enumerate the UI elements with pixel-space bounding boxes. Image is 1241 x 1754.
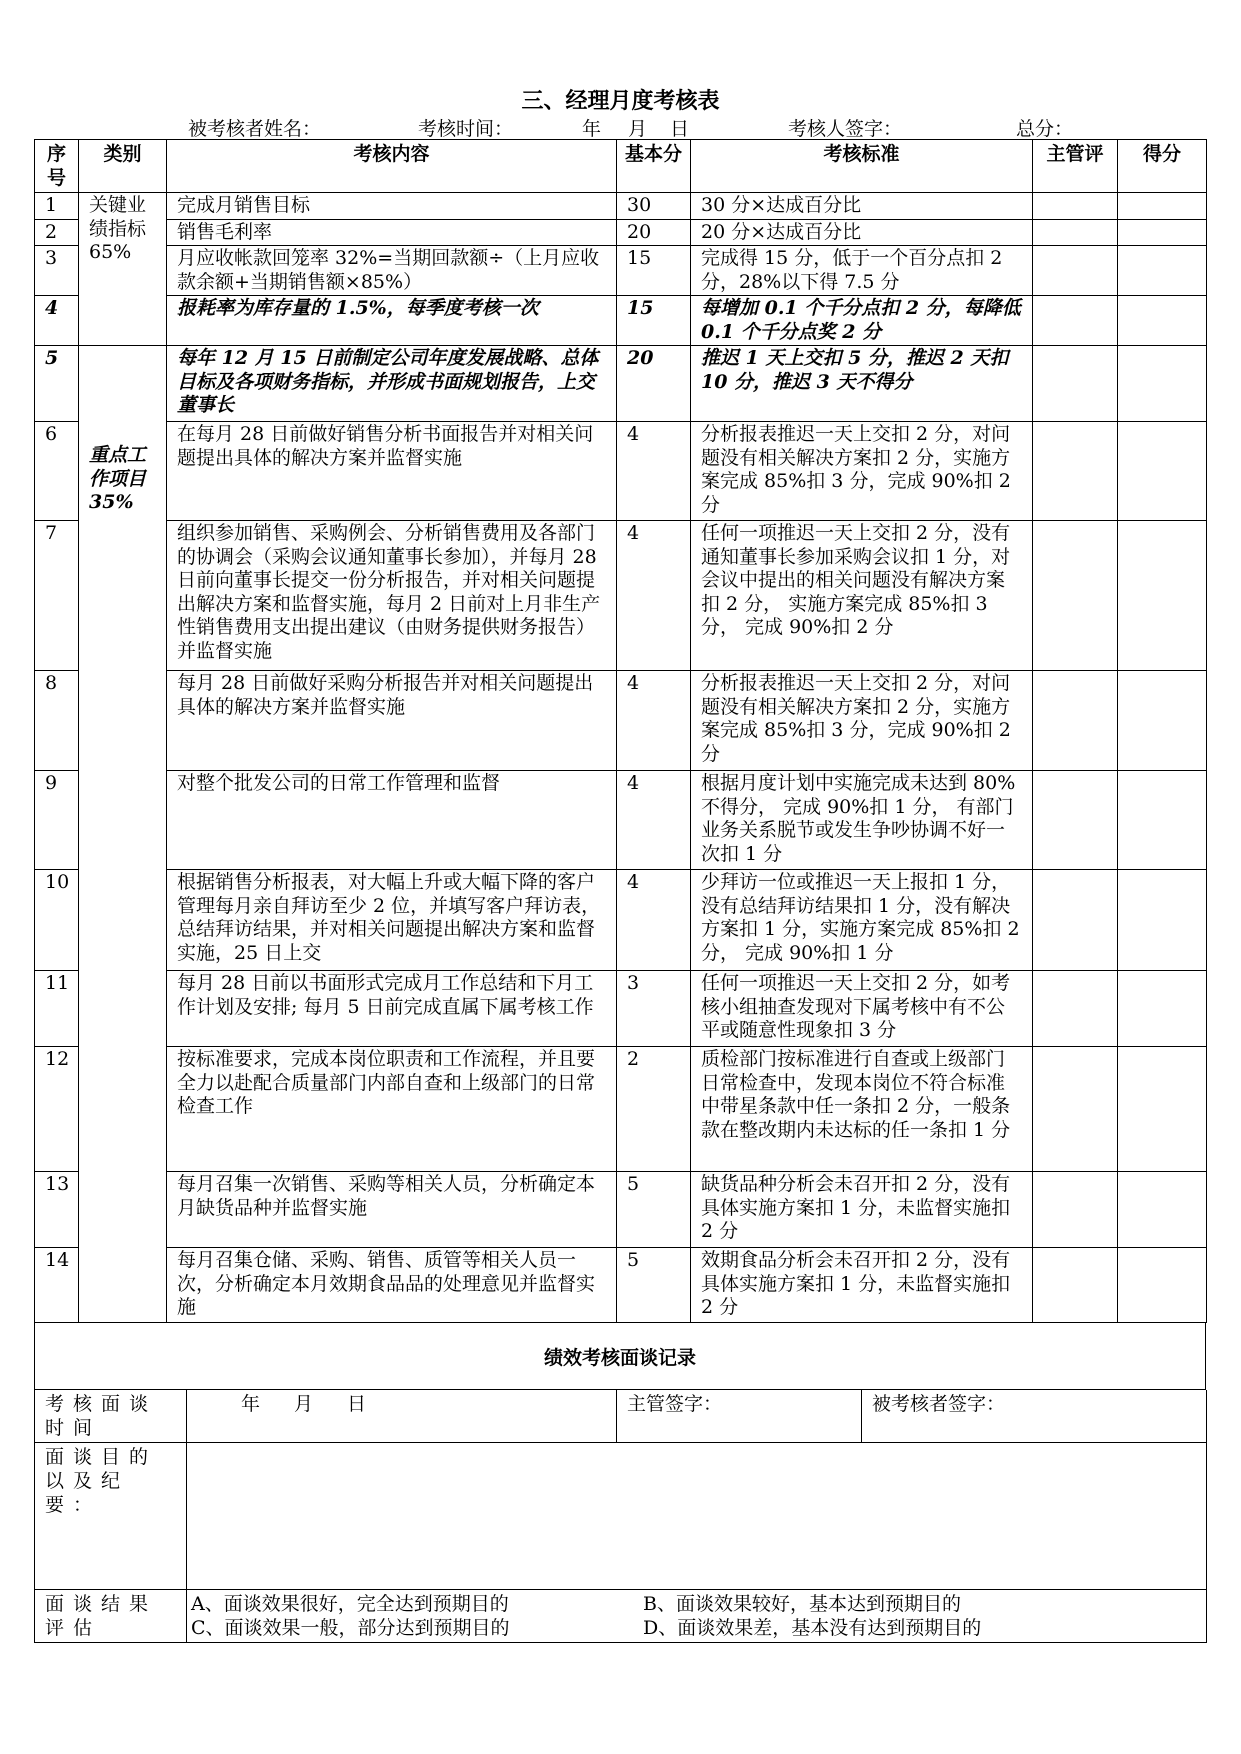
header-content: 考核内容: [167, 140, 617, 193]
row-base-score: 5: [617, 1248, 691, 1323]
row-content: 按标准要求，完成本岗位职责和工作流程，并且要全力以赴配合质量部门内部自查和上级部门的日常检查工作: [167, 1047, 617, 1172]
row-base-score: 15: [617, 296, 691, 346]
category-focus-projects: 重点工作项目35%: [79, 346, 167, 1323]
manager-eval-cell[interactable]: [1033, 1172, 1118, 1248]
manager-eval-cell[interactable]: [1033, 521, 1118, 671]
manager-eval-cell[interactable]: [1033, 296, 1118, 346]
interview-result-options: [187, 1590, 1207, 1643]
interview-purpose-label: 面谈目的以及纪要：: [35, 1443, 187, 1590]
assessment-table: [34, 139, 1207, 1323]
table-row: [35, 219, 1207, 246]
score-cell[interactable]: [1118, 1047, 1207, 1172]
score-cell[interactable]: [1118, 771, 1207, 870]
row-number: 6: [35, 422, 79, 521]
table-row: [35, 422, 1207, 521]
row-base-score: 4: [617, 870, 691, 971]
manager-eval-cell[interactable]: [1033, 219, 1118, 246]
row-content: 根据销售分析报表，对大幅上升或大幅下降的客户管理每月亲自拜访至少 2 位，并填写客户拜访表，总结拜访结果，并对相关问题提出解决方案和监督实施，25 日上交: [167, 870, 617, 971]
result-option-a[interactable]: A、面谈效果很好，完全达到预期目的: [191, 1593, 509, 1615]
score-cell[interactable]: [1118, 1248, 1207, 1323]
table-row: [35, 193, 1207, 220]
row-standard: 分析报表推迟一天上交扣 2 分，对问题没有相关解决方案扣 2 分，实施方案完成 85%扣 3 分，完成 90%扣 2 分: [691, 422, 1033, 521]
table-row: [35, 1047, 1207, 1172]
manager-eval-cell[interactable]: [1033, 671, 1118, 771]
table-row: [35, 246, 1207, 296]
row-number: 3: [35, 246, 79, 296]
assessment-time-label: 考核时间：: [418, 118, 514, 140]
row-base-score: 5: [617, 1172, 691, 1248]
row-base-score: 4: [617, 422, 691, 521]
score-cell[interactable]: [1118, 346, 1207, 422]
header-category: 类别: [79, 140, 167, 193]
row-standard: 每增加 0.1 个千分点扣 2 分，每降低 0.1 个千分点奖 2 分: [691, 296, 1033, 346]
row-base-score: 30: [617, 193, 691, 220]
interview-purpose-row: [35, 1443, 1207, 1590]
time-year: 年: [582, 118, 602, 140]
table-row: [35, 971, 1207, 1047]
header-row: [35, 140, 1207, 193]
row-number: 2: [35, 219, 79, 246]
row-base-score: 2: [617, 1047, 691, 1172]
manager-eval-cell[interactable]: [1033, 422, 1118, 521]
header-manager-eval: 主管评: [1033, 140, 1118, 193]
result-option-c[interactable]: C、面谈效果一般，部分达到预期目的: [191, 1617, 510, 1639]
row-base-score: 4: [617, 671, 691, 771]
row-standard: 缺货品种分析会未召开扣 2 分，没有具体实施方案扣 1 分，未监督实施扣 2 分: [691, 1172, 1033, 1248]
row-number: 12: [35, 1047, 79, 1172]
interview-time-label: 考核面谈时间: [35, 1390, 187, 1443]
row-content: 对整个批发公司的日常工作管理和监督: [167, 771, 617, 870]
table-row: [35, 870, 1207, 971]
row-base-score: 4: [617, 771, 691, 870]
row-base-score: 20: [617, 346, 691, 422]
row-number: 14: [35, 1248, 79, 1323]
row-content: 报耗率为库存量的 1.5%，每季度考核一次: [167, 296, 617, 346]
row-content: 每月召集一次销售、采购等相关人员，分析确定本月缺货品种并监督实施: [167, 1172, 617, 1248]
score-cell[interactable]: [1118, 971, 1207, 1047]
interview-table: [34, 1390, 1207, 1643]
row-number: 9: [35, 771, 79, 870]
row-standard: 20 分×达成百分比: [691, 219, 1033, 246]
interview-result-row: [35, 1590, 1207, 1643]
manager-eval-cell[interactable]: [1033, 971, 1118, 1047]
row-standard: 分析报表推迟一天上交扣 2 分，对问题没有相关解决方案扣 2 分，实施方案完成 85%扣 3 分，完成 90%扣 2 分: [691, 671, 1033, 771]
result-option-d[interactable]: D、面谈效果差，基本没有达到预期目的: [643, 1617, 982, 1639]
score-cell[interactable]: [1118, 219, 1207, 246]
manager-eval-cell[interactable]: [1033, 1047, 1118, 1172]
manager-signature-field[interactable]: 主管签字：: [617, 1390, 862, 1443]
table-row: [35, 671, 1207, 771]
interview-year: 年: [241, 1393, 261, 1415]
manager-eval-cell[interactable]: [1033, 771, 1118, 870]
manager-eval-cell[interactable]: [1033, 870, 1118, 971]
row-content: 每月召集仓储、采购、销售、质管等相关人员一次，分析确定本月效期食品品的处理意见并监督实施: [167, 1248, 617, 1323]
assessee-signature-field[interactable]: 被考核者签字：: [862, 1390, 1207, 1443]
manager-eval-cell[interactable]: [1033, 246, 1118, 296]
score-cell[interactable]: [1118, 422, 1207, 521]
table-row: [35, 771, 1207, 870]
row-content: 月应收帐款回笼率 32%=当期回款额÷（上月应收款余额+当期销售额×85%）: [167, 246, 617, 296]
time-month: 月: [628, 118, 648, 140]
interview-result-label: 面谈结果评估: [35, 1590, 187, 1643]
row-base-score: 4: [617, 521, 691, 671]
row-content: 销售毛利率: [167, 219, 617, 246]
time-day: 日: [670, 118, 690, 140]
row-base-score: 20: [617, 219, 691, 246]
row-number: 8: [35, 671, 79, 771]
row-base-score: 15: [617, 246, 691, 296]
interview-day: 日: [347, 1393, 367, 1415]
row-number: 11: [35, 971, 79, 1047]
row-standard: 任何一项推迟一天上交扣 2 分，没有通知董事长参加采购会议扣 1 分，对会议中提出的相关问题没有解决方案扣 2 分， 实施方案完成 85%扣 3 分， 完成 90%扣 2 分: [691, 521, 1033, 671]
table-row: [35, 1172, 1207, 1248]
score-cell[interactable]: [1118, 193, 1207, 220]
row-content: 每月 28 日前以书面形式完成月工作总结和下月工作计划及安排; 每月 5 日前完成直属下属考核工作: [167, 971, 617, 1047]
assessor-sign-label: 考核人签字：: [788, 118, 903, 140]
page-title: 三、经理月度考核表: [521, 89, 720, 114]
header-seq: 序号: [35, 140, 79, 193]
row-standard: 任何一项推迟一天上交扣 2 分，如考核小组抽查发现对下属考核中有不公平或随意性现象扣 3 分: [691, 971, 1033, 1047]
row-number: 1: [35, 193, 79, 220]
row-standard: 完成得 15 分，低于一个百分点扣 2 分，28%以下得 7.5 分: [691, 246, 1033, 296]
total-score-label: 总分：: [1016, 118, 1074, 140]
interview-date-field[interactable]: [187, 1390, 617, 1443]
row-standard: 效期食品分析会未召开扣 2 分，没有具体实施方案扣 1 分，未监督实施扣 2 分: [691, 1248, 1033, 1323]
interview-month: 月: [294, 1393, 314, 1415]
header-standard: 考核标准: [691, 140, 1033, 193]
result-option-b[interactable]: B、面谈效果较好，基本达到预期目的: [643, 1593, 961, 1615]
table-row: [35, 1248, 1207, 1323]
score-cell[interactable]: [1118, 1172, 1207, 1248]
manager-eval-cell[interactable]: [1033, 193, 1118, 220]
row-number: 5: [35, 346, 79, 422]
row-content: 每月 28 日前做好采购分析报告并对相关问题提出具体的解决方案并监督实施: [167, 671, 617, 771]
row-number: 10: [35, 870, 79, 971]
interview-time-row: [35, 1390, 1207, 1443]
assessee-name-label: 被考核者姓名：: [188, 118, 322, 140]
row-content: 组织参加销售、采购例会、分析销售费用及各部门的协调会（采购会议通知董事长参加），并每月 28 日前向董事长提交一份分析报告，并对相关问题提出解决方案和监督实施，每月 2 日前对上月非生产性销售费用支出提出建议（由财务提供财务报告）并监督实施: [167, 521, 617, 671]
row-standard: 推迟 1 天上交扣 5 分，推迟 2 天扣 10 分，推迟 3 天不得分: [691, 346, 1033, 422]
interview-purpose-field[interactable]: [187, 1443, 1207, 1590]
interview-section-title: 绩效考核面谈记录: [34, 1323, 1206, 1390]
row-number: 4: [35, 296, 79, 346]
row-number: 13: [35, 1172, 79, 1248]
table-row: [35, 296, 1207, 346]
score-cell[interactable]: [1118, 521, 1207, 671]
row-standard: 30 分×达成百分比: [691, 193, 1033, 220]
score-cell[interactable]: [1118, 671, 1207, 771]
manager-eval-cell[interactable]: [1033, 1248, 1118, 1323]
manager-eval-cell[interactable]: [1033, 346, 1118, 422]
row-base-score: 3: [617, 971, 691, 1047]
row-standard: 根据月度计划中实施完成未达到 80%不得分， 完成 90%扣 1 分， 有部门业务关系脱节或发生争吵协调不好一次扣 1 分: [691, 771, 1033, 870]
assessment-sheet: [34, 139, 1206, 1643]
score-cell[interactable]: [1118, 870, 1207, 971]
score-cell[interactable]: [1118, 246, 1207, 296]
category-key-indicators: 关键业绩指标65%: [79, 193, 167, 346]
row-content: 在每月 28 日前做好销售分析书面报告并对相关问题提出具体的解决方案并监督实施: [167, 422, 617, 521]
row-standard: 少拜访一位或推迟一天上报扣 1 分，没有总结拜访结果扣 1 分，没有解决方案扣 1 分，实施方案完成 85%扣 2 分， 完成 90%扣 1 分: [691, 870, 1033, 971]
row-content: 每年 12 月 15 日前制定公司年度发展战略、总体目标及各项财务指标，并形成书面规划报告，上交董事长: [167, 346, 617, 422]
header-score: 得分: [1118, 140, 1207, 193]
header-base-score: 基本分: [617, 140, 691, 193]
table-row: [35, 346, 1207, 422]
row-standard: 质检部门按标准进行自查或上级部门日常检查中，发现本岗位不符合标准中带星条款中任一条扣 2 分，一般条款在整改期内未达标的任一条扣 1 分: [691, 1047, 1033, 1172]
table-row: [35, 521, 1207, 671]
row-number: 7: [35, 521, 79, 671]
score-cell[interactable]: [1118, 296, 1207, 346]
row-content: 完成月销售目标: [167, 193, 617, 220]
info-line: [0, 114, 1241, 138]
